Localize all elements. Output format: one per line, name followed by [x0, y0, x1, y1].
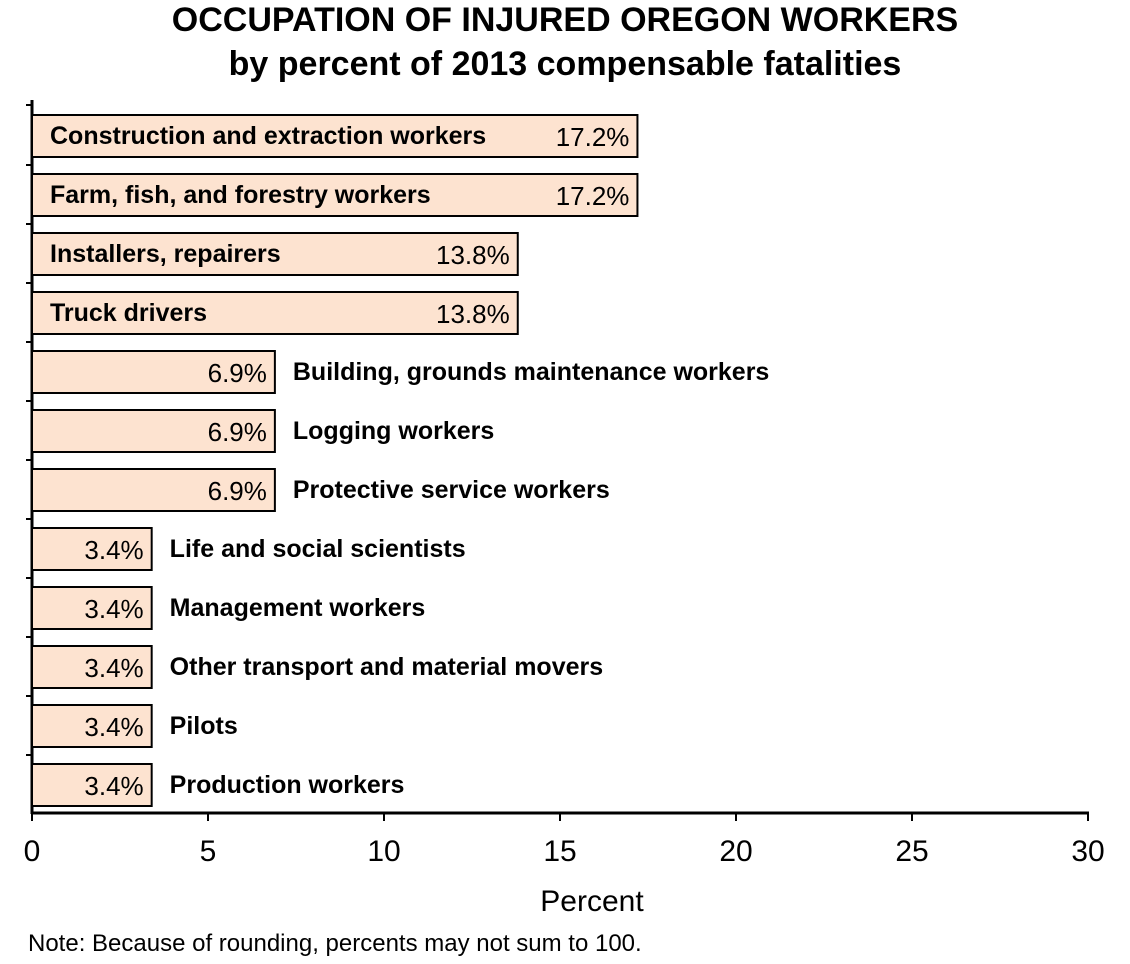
- x-tick-label: 5: [199, 835, 217, 868]
- bar-category-label: Life and social scientists: [169, 535, 466, 563]
- bar-category-label: Production workers: [169, 771, 405, 799]
- bar-category-label: Protective service workers: [292, 476, 610, 504]
- bar-value-label: 17.2%: [555, 122, 630, 152]
- bar-value-label: 3.4%: [84, 535, 144, 565]
- x-tick-label: 10: [367, 835, 401, 868]
- bar-value-label: 3.4%: [84, 771, 144, 801]
- x-tick-label: 25: [895, 835, 929, 868]
- x-tick-label: 30: [1071, 835, 1105, 868]
- bar-category-label: Building, grounds maintenance workers: [292, 358, 770, 386]
- bar-value-label: 3.4%: [84, 594, 144, 624]
- bar-category-label: Other transport and material movers: [169, 653, 604, 681]
- chart-subtitle: by percent of 2013 compensable fatalities: [228, 45, 902, 83]
- x-tick-label: 20: [719, 835, 753, 868]
- bar-category-label: Logging workers: [292, 417, 495, 445]
- bar-value-label: 13.8%: [436, 299, 510, 329]
- x-tick-label: 15: [543, 835, 577, 868]
- x-axis-label: Percent: [540, 885, 644, 918]
- bar-value-label: 3.4%: [84, 653, 144, 683]
- bar-category-label: Truck drivers: [50, 299, 208, 327]
- chart-title: OCCUPATION OF INJURED OREGON WORKERS: [171, 1, 959, 39]
- bar-value-label: 17.2%: [555, 181, 630, 211]
- bar-category-label: Farm, fish, and forestry workers: [50, 181, 431, 209]
- footnote: Note: Because of rounding, percents may not sum to 100.: [28, 930, 642, 957]
- bar-value-label: 6.9%: [207, 476, 267, 506]
- x-tick-label: 0: [23, 835, 41, 868]
- bar-category-label: Management workers: [169, 594, 426, 622]
- bar-category-label: Pilots: [169, 712, 238, 740]
- bar-value-label: 6.9%: [207, 417, 267, 447]
- bar-category-label: Installers, repairers: [50, 240, 281, 268]
- bar-value-label: 3.4%: [84, 712, 144, 742]
- bar-value-label: 6.9%: [207, 358, 267, 388]
- bar-category-label: Construction and extraction workers: [50, 122, 487, 150]
- bar-value-label: 13.8%: [436, 240, 510, 270]
